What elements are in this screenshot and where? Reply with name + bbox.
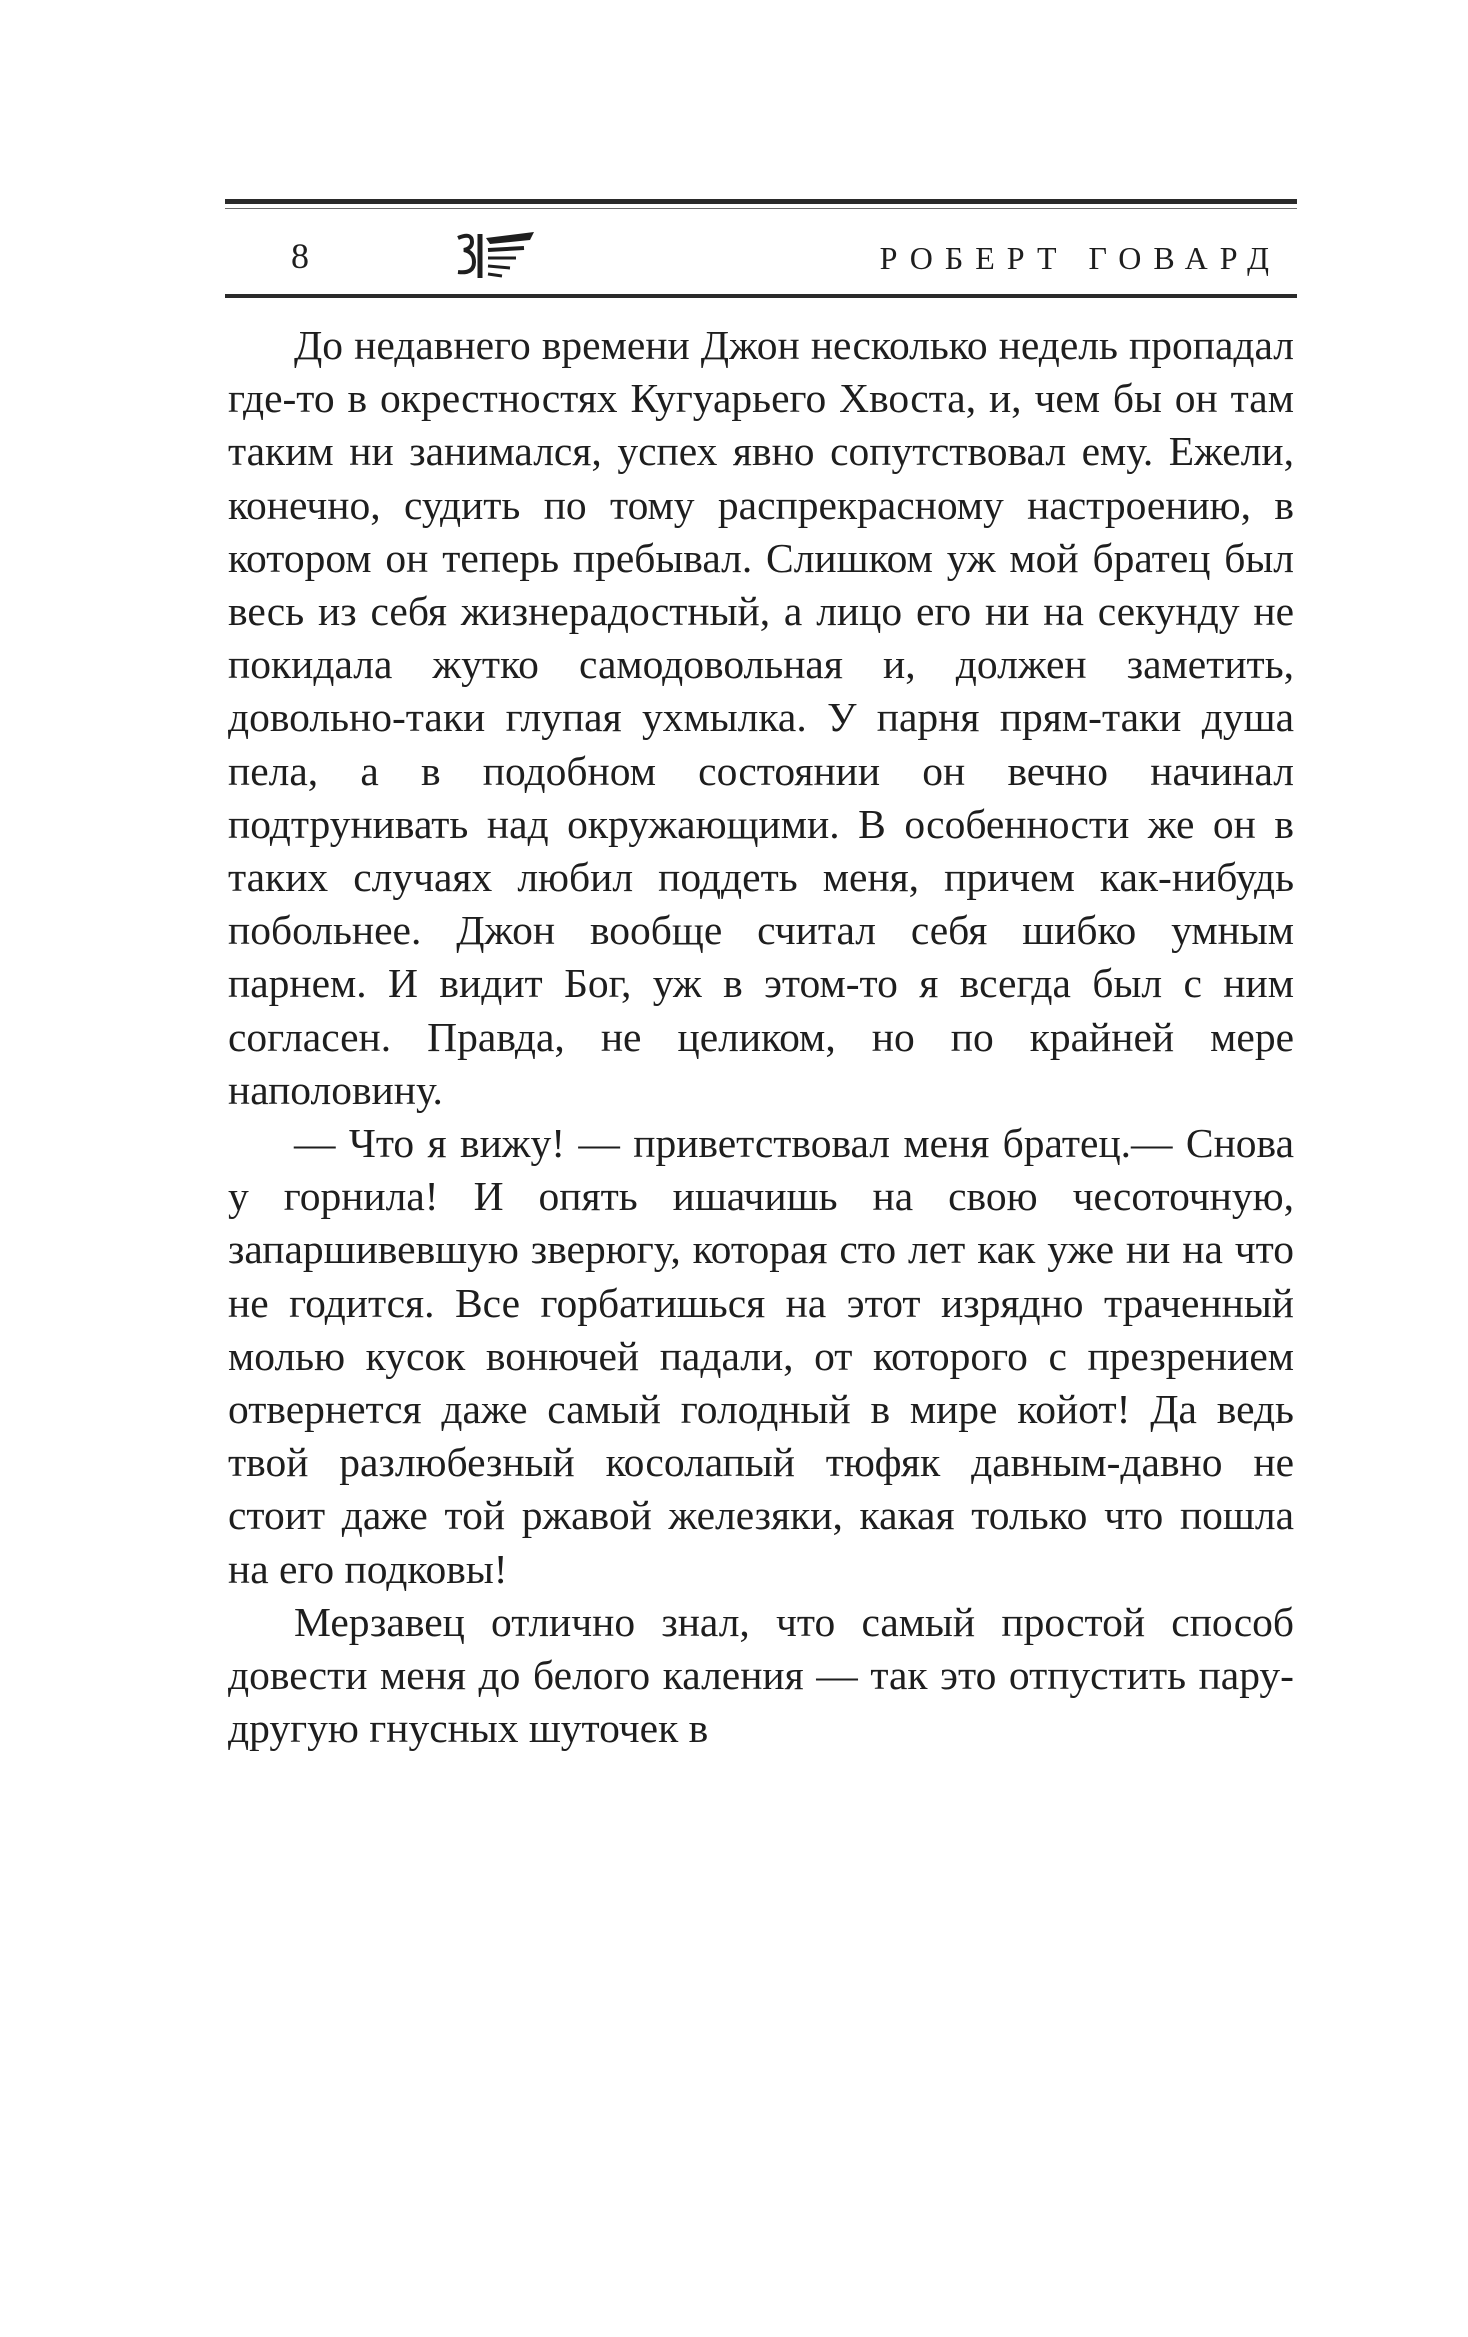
running-head xyxy=(225,228,1297,288)
header-rule-top-thin xyxy=(225,208,1297,209)
page-number: 8 xyxy=(291,236,309,276)
publisher-logo-icon xyxy=(450,228,540,284)
header-rule-top xyxy=(225,199,1297,204)
paragraph: — Что я вижу! — приветствовал меня братец.— Снова у горнила! И опять ишачишь на свою чесоточную, запаршивевшую зверюгу, которая сто лет как уже ни на что не годится. Все горбатишься на этот изрядно траченный молью кусок вонючей падали, от которого с презрением отвернется даже самый голодный в мире койот! Да ведь твой разлюбезный косолапый тюфяк давным-давно не стоит даже той ржавой железяки, какая только что пошла на его подковы! xyxy=(228,1120,1294,1592)
paragraph: Мерзавец отлично знал, что самый простой способ довести меня до белого каления — так это отпустить пару-другую гнусных шуточек в xyxy=(228,1598,1294,1752)
running-head-author: РОБЕРТ ГОВАРД xyxy=(879,240,1281,276)
body-text xyxy=(228,319,1294,1755)
paragraph: До недавнего времени Джон несколько недель пропадал где-то в окрестностях Кугуарьего Хвоста, и, чем бы он там таким ни занимался, успех явно сопутствовал ему. Ежели, конечно, судить по тому распрекрасному настроению, в котором он теперь пребывал. Слишком уж мой братец был весь из себя жизнерадостный, а лицо его ни на секунду не покидала жутко самодовольная и, должен заметить, довольно-таки глупая ухмылка. У парня прям-таки душа пела, а в подобном состоянии он вечно начинал подтрунивать над окружающими. В особенности же он в таких случаях любил поддеть меня, причем как-нибудь побольнее. Джон вообще считал себя шибко умным парнем. И видит Бог, уж в этом-то я всегда был с ним согласен. Правда, не целиком, но по крайней мере наполовину. xyxy=(228,322,1294,1113)
header-rule-bottom xyxy=(225,294,1297,298)
